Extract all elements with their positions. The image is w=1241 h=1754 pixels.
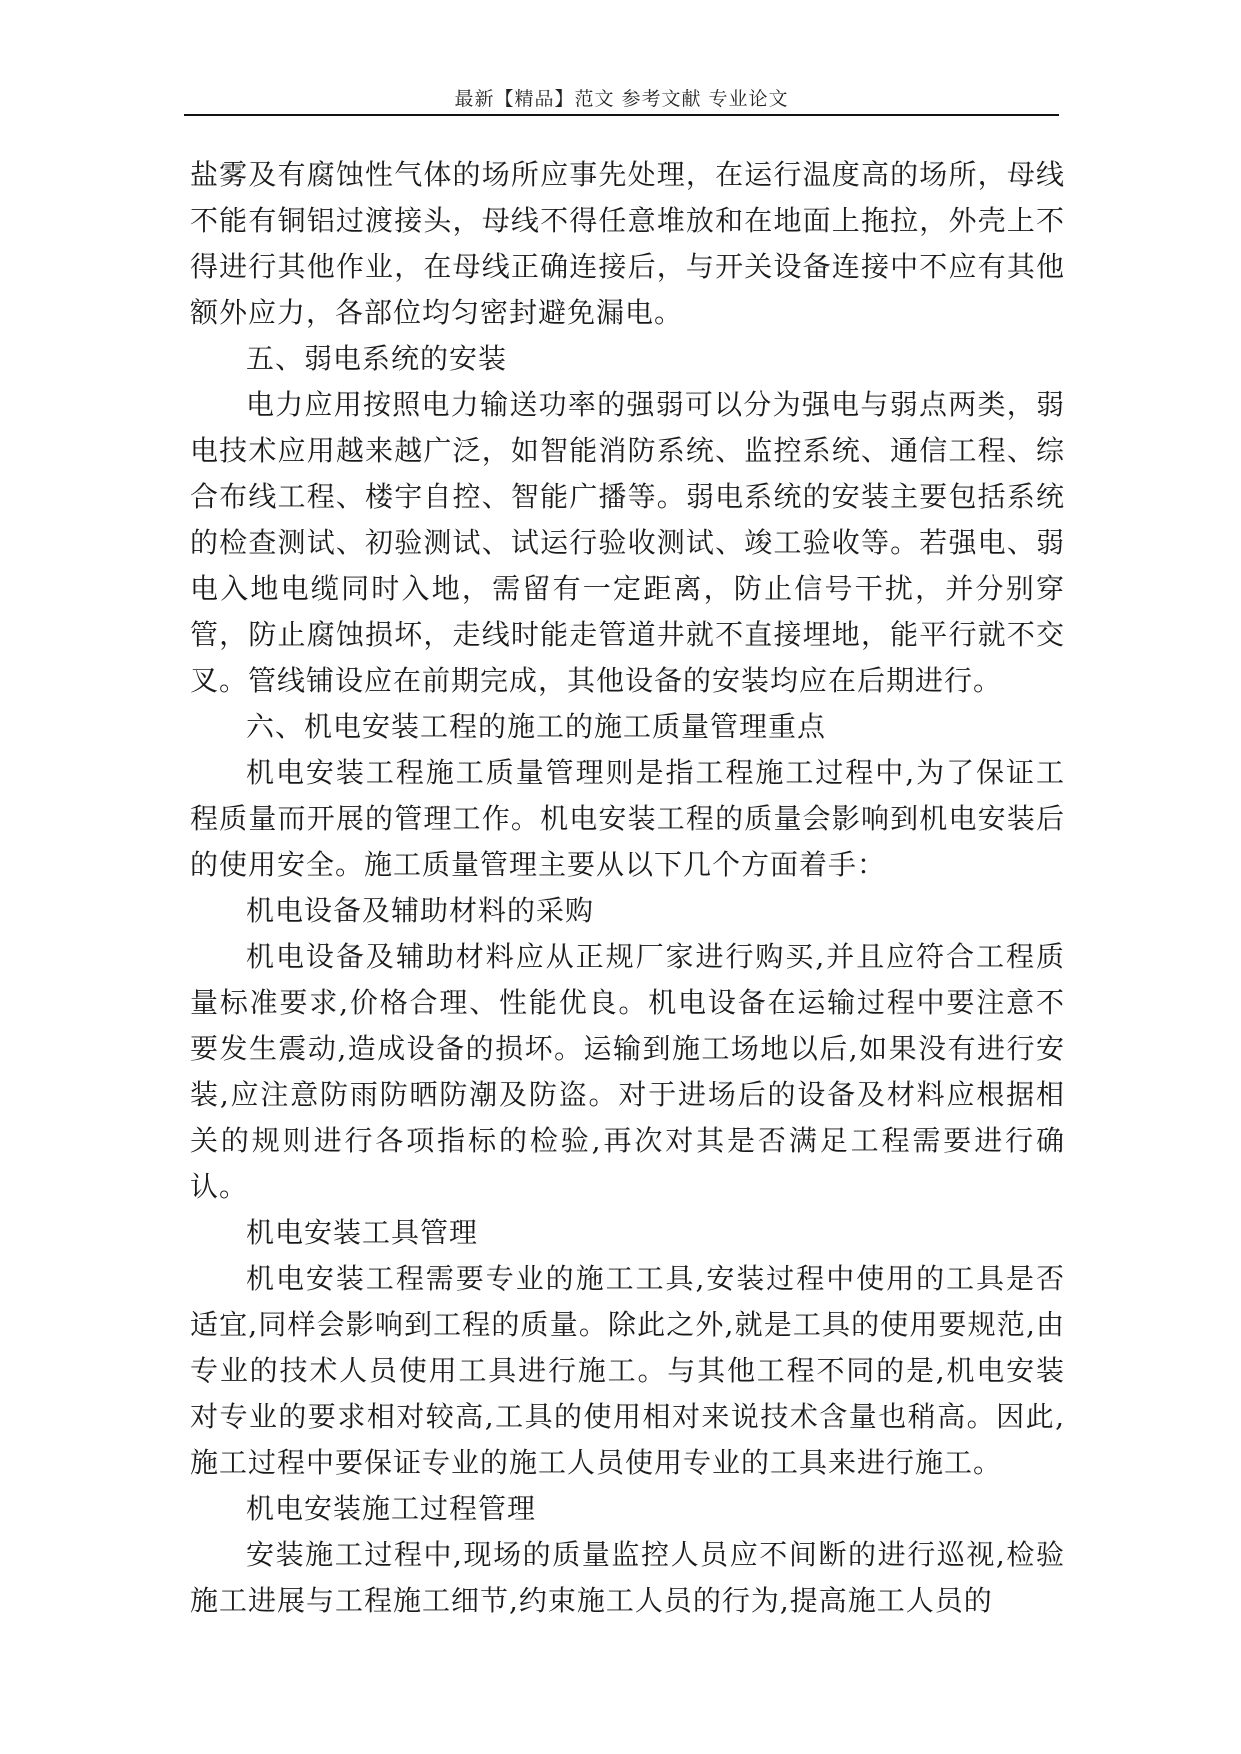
- header-divider: [184, 114, 1059, 116]
- subheading-procurement: 机电设备及辅助材料的采购: [246, 894, 595, 927]
- subheading-tools: 机电安装工具管理: [246, 1216, 479, 1249]
- paragraph-continuation: 盐雾及有腐蚀性气体的场所应事先处理，在运行温度高的场所，母线不能有铜铝过渡接头，母线不得任意堆放和在地面上拖拉，外壳上不得进行其他作业，在母线正确连接后，与开关设备连接中不应有其他额外应力，各部位均匀密封避免漏电。: [190, 158, 1065, 329]
- section-heading-5: 五、弱电系统的安装: [246, 342, 508, 375]
- paragraph-weak-current: 电力应用按照电力输送功率的强弱可以分为强电与弱点两类，弱电技术应用越来越广泛，如智能消防系统、监控系统、通信工程、综合布线工程、楼宇自控、智能广播等。弱电系统的安装主要包括系统的检查测试、初验测试、试运行验收测试、竣工验收等。若强电、弱电入地电缆同时入地，需留有一定距离，防止信号干扰，并分别穿管，防止腐蚀损坏，走线时能走管道井就不直接埋地，能平行就不交叉。管线铺设应在前期完成，其他设备的安装均应在后期进行。: [190, 388, 1065, 697]
- paragraph-procurement: 机电设备及辅助材料应从正规厂家进行购买,并且应符合工程质量标准要求,价格合理、性能优良。机电设备在运输过程中要注意不要发生震动,造成设备的损坏。运输到施工场地以后,如果没有进行安装,应注意防雨防晒防潮及防盗。对于进场后的设备及材料应根据相关的规则进行各项指标的检验,再次对其是否满足工程需要进行确认。: [190, 940, 1065, 1203]
- subheading-process: 机电安装施工过程管理: [246, 1492, 537, 1525]
- paragraph-tools: 机电安装工程需要专业的施工工具,安装过程中使用的工具是否适宜,同样会影响到工程的质量。除此之外,就是工具的使用要规范,由专业的技术人员使用工具进行施工。与其他工程不同的是,机电安装对专业的要求相对较高,工具的使用相对来说技术含量也稍高。因此,施工过程中要保证专业的施工人员使用专业的工具来进行施工。: [190, 1262, 1065, 1479]
- document-body: [190, 152, 1065, 1624]
- paragraph-quality-intro: 机电安装工程施工质量管理则是指工程施工过程中,为了保证工程质量而开展的管理工作。机电安装工程的质量会影响到机电安装后的使用安全。施工质量管理主要从以下几个方面着手：: [190, 756, 1065, 881]
- paragraph-process: 安装施工过程中,现场的质量监控人员应不间断的进行巡视,检验施工进展与工程施工细节,约束施工人员的行为,提高施工人员的: [190, 1538, 1065, 1617]
- page-header: 最新【精品】范文 参考文献 专业论文: [454, 88, 789, 110]
- section-heading-6: 六、机电安装工程的施工的施工质量管理重点: [246, 710, 827, 743]
